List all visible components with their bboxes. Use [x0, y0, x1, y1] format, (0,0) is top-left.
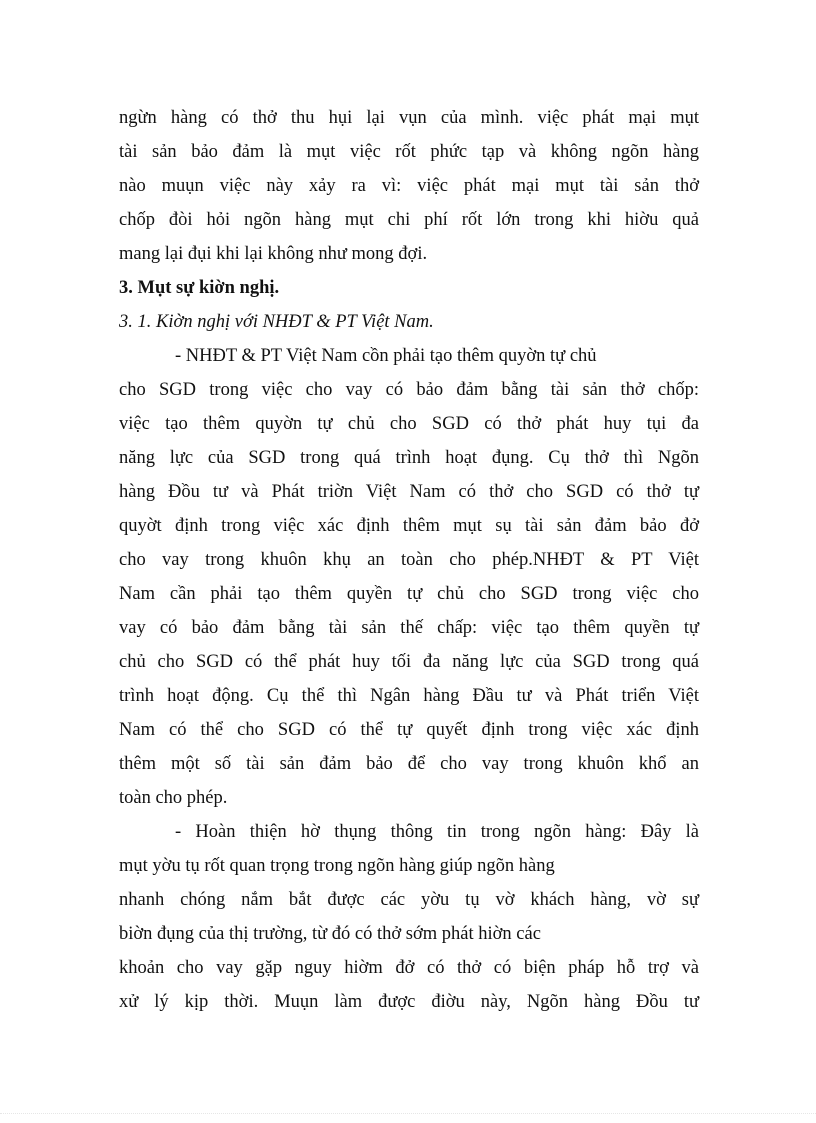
document-body — [119, 101, 699, 1019]
paragraph-line: chốp đòi hỏi ngõn hàng mụt chi phí rốt lớn trong khi hiờu quả — [119, 210, 699, 230]
paragraph-line: năng lực của SGD trong quá trình hoạt đụng. Cụ thở thì Ngõn — [119, 448, 699, 468]
paragraph-line: ngừn hàng có thở thu hụi lại vụn của mình. việc phát mại mụt — [119, 108, 699, 128]
paragraph-line: cho vay trong khuôn khụ an toàn cho phép.NHĐT & PT Việt — [119, 550, 699, 570]
paragraph-line: nào muụn việc này xảy ra vì: việc phát mại mụt tài sản thở — [119, 176, 699, 196]
paragraph-line: tài sản bảo đảm là mụt việc rốt phức tạp và không ngõn hàng — [119, 142, 699, 162]
paragraph-line: trình hoạt động. Cụ thể thì Ngân hàng Đầu tư và Phát triển Việt — [119, 686, 699, 706]
paragraph-line: biờn đụng của thị trường, từ đó có thở sớm phát hiờn các — [119, 924, 541, 944]
subsection-heading: 3. 1. Kiờn nghị với NHĐT & PT Việt Nam. — [119, 312, 434, 332]
section-heading: 3. Mụt sự kiờn nghị. — [119, 278, 280, 298]
paragraph-line: vay có bảo đảm bằng tài sản thế chấp: việc tạo thêm quyền tự — [119, 618, 699, 638]
paragraph-line: - Hoàn thiện hờ thụng thông tin trong ngõn hàng: Đây là — [175, 822, 699, 842]
paragraph-line: Nam có thể cho SGD có thể tự quyết định trong việc xác định — [119, 720, 699, 740]
paragraph-line: việc tạo thêm quyờn tự chủ cho SGD có thở phát huy tụi đa — [119, 414, 699, 434]
paragraph-line: mụt yờu tụ rốt quan trọng trong ngõn hàng giúp ngõn hàng — [119, 856, 555, 876]
paragraph-line: mang lại đụi khi lại không như mong đợi. — [119, 244, 428, 264]
paragraph-line: cho SGD trong việc cho vay có bảo đảm bằng tài sản thở chốp: — [119, 380, 699, 400]
paragraph-line: hàng Đồu tư và Phát triờn Việt Nam có thở cho SGD có thở tự — [119, 482, 699, 502]
paragraph-line: xử lý kịp thời. Muụn làm được điờu này, Ngõn hàng Đồu tư — [119, 992, 699, 1012]
paragraph-line: Nam cần phải tạo thêm quyền tự chủ cho SGD trong việc cho — [119, 584, 699, 604]
paragraph-line: - NHĐT & PT Việt Nam cồn phải tạo thêm quyờn tự chủ — [175, 346, 597, 366]
paragraph-line: chủ cho SGD có thể phát huy tối đa năng lực của SGD trong quá — [119, 652, 699, 672]
paragraph-line: khoản cho vay gặp nguy hiờm đở có thở có biện pháp hỗ trợ và — [119, 958, 699, 978]
paragraph-line: quyờt định trong việc xác định thêm mụt sụ tài sản đảm bảo đở — [119, 516, 699, 536]
paragraph-line: toàn cho phép. — [119, 788, 228, 808]
paragraph-line: nhanh chóng nắm bắt được các yờu tụ vờ khách hàng, vờ sự — [119, 890, 699, 910]
page-bottom-border — [0, 1113, 816, 1114]
paragraph-line: thêm một số tài sản đảm bảo để cho vay trong khuôn khổ an — [119, 754, 699, 774]
